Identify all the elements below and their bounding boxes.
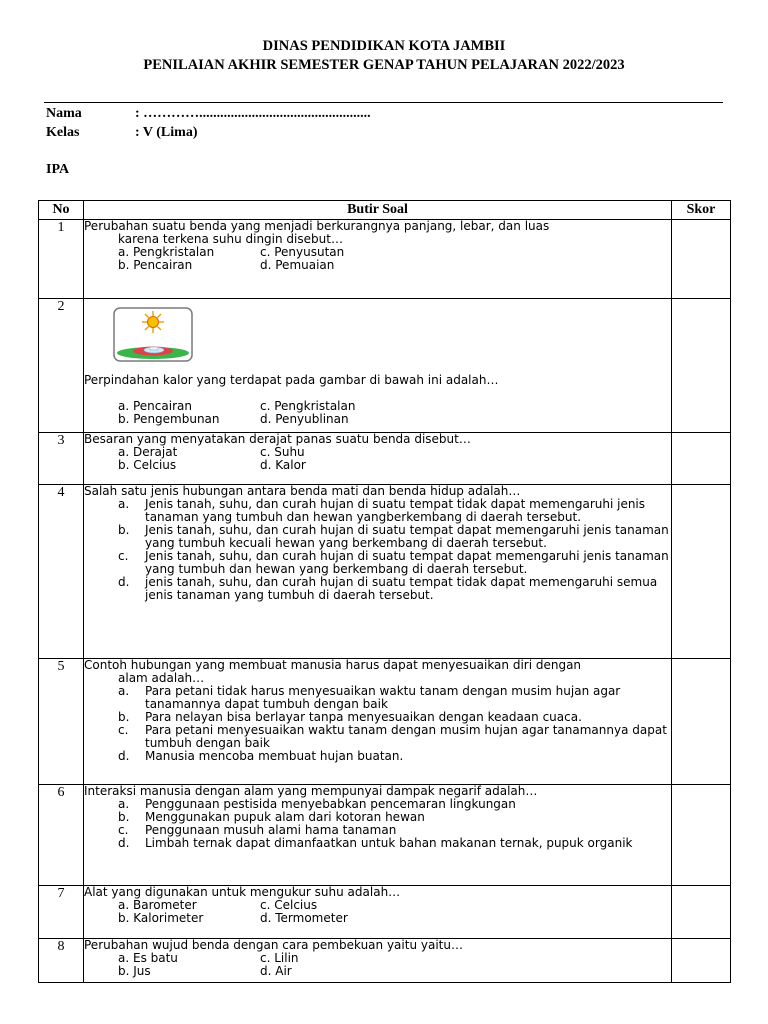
option-a[interactable]: a. Derajat [118,445,178,459]
table-row [39,485,731,659]
table-row [39,433,731,485]
option-letter: d. [118,749,130,763]
kelas-row [46,125,197,141]
list-item[interactable] [118,750,671,763]
list-item[interactable] [118,576,671,602]
list-item[interactable] [118,837,671,850]
option-text: Para petani menyesuaikan waktu tanam dengan musim hujan agar tanamannya dapat tumbuh dengan baik [145,723,667,750]
question-stem: Salah satu jenis hubungan antara benda mati dan benda hidup adalah… [84,484,521,498]
score-cell[interactable] [672,485,731,659]
nama-label: Nama [46,106,82,121]
question-stem: Interaksi manusia dengan alam yang mempunyai dampak negarif adalah… [84,784,538,798]
nama-field[interactable]: : …………................................................. [135,106,371,121]
question-number: 2 [39,299,84,433]
question-number: 3 [39,433,84,485]
option-b[interactable]: b. Celcius [118,458,177,472]
option-a[interactable]: a. Barometer [118,898,197,912]
score-cell[interactable] [672,433,731,485]
question-body [84,785,672,886]
question-number: 8 [39,939,84,983]
score-cell[interactable] [672,939,731,983]
option-letter: d. [118,575,130,589]
list-item[interactable] [118,685,671,711]
question-body [84,939,672,983]
question-stem: Perubahan suatu benda yang menjadi berkurangnya panjang, lebar, dan luas [84,219,550,233]
list-item[interactable] [118,724,671,750]
list-item[interactable] [118,524,671,550]
option-a[interactable]: a. Es batu [118,951,178,965]
question-number: 1 [39,220,84,299]
option-a[interactable]: a. Pencairan [118,399,192,413]
question-stem-cont: karena terkena suhu dingin disebut… [118,232,343,246]
option-text: Manusia mencoba membuat hujan buatan. [145,749,404,763]
question-stem: Perpindahan kalor yang terdapat pada gambar di bawah ini adalah… [84,373,499,387]
option-b[interactable]: b. Pengembunan [118,412,220,426]
option-text: Jenis tanah, suhu, dan curah hujan di suatu tempat dapat memengaruhi jenis tanaman yang tumbuh kecuali hewan yang berkembang di daerah tersebut. [145,523,669,550]
table-row [39,886,731,939]
question-body [84,433,672,485]
option-letter: b. [118,710,130,724]
option-text: Jenis tanah, suhu, dan curah hujan di suatu tempat tidak dapat memengaruhi jenis tanaman yang tumbuh dan hewan yangberkembang di daerah tersebut. [145,497,646,524]
question-number: 4 [39,485,84,659]
heat-transfer-illustration [113,307,193,362]
option-b[interactable]: b. Jus [118,964,151,978]
table-header-row [39,201,731,220]
question-number: 6 [39,785,84,886]
question-body [84,299,672,433]
subject-title: IPA [46,162,70,177]
option-d[interactable]: d. Penyublinan [260,412,349,426]
table-row [39,785,731,886]
question-body [84,485,672,659]
nama-row [46,106,371,122]
option-text: Menggunakan pupuk alam dari kotoran hewan [145,810,425,824]
question-number: 5 [39,659,84,785]
question-body [84,220,672,299]
option-d[interactable]: d. Termometer [260,911,348,925]
question-stem: Perubahan wujud benda dengan cara pembekuan yaitu yaitu… [84,938,463,952]
option-text: Limbah ternak dapat dimanfaatkan untuk bahan makanan ternak, pupuk organik [145,836,633,850]
option-b[interactable]: b. Pencairan [118,258,193,272]
option-text: Jenis tanah, suhu, dan curah hujan di suatu tempat dapat memengaruhi jenis tanaman yang tumbuh dan hewan yang berkembang di daerah tersebut. [145,549,669,576]
option-d[interactable]: d. Air [260,964,292,978]
score-cell[interactable] [672,220,731,299]
option-text: Para petani tidak harus menyesuaikan waktu tanam dengan musim hujan agar tanamannya dapat tumbuh dengan baik [145,684,621,711]
score-cell[interactable] [672,785,731,886]
option-letter: b. [118,810,130,824]
list-item[interactable] [118,550,671,576]
option-letter: a. [118,797,130,811]
table-row [39,299,731,433]
option-letter: d. [118,836,130,850]
option-text: Penggunaan pestisida menyebabkan pencemaran lingkungan [145,797,516,811]
option-d[interactable]: d. Pemuaian [260,258,335,272]
table-row [39,220,731,299]
option-letter: a. [118,497,130,511]
option-text: Penggunaan musuh alami hama tanaman [145,823,397,837]
score-cell[interactable] [672,886,731,939]
option-a[interactable]: a. Pengkristalan [118,245,215,259]
score-cell[interactable] [672,659,731,785]
question-body [84,659,672,785]
option-b[interactable]: b. Kalorimeter [118,911,204,925]
option-letter: c. [118,823,129,837]
option-text: Para nelayan bisa berlayar tanpa menyesuaikan dengan keadaan cuaca. [145,710,582,724]
question-stem-cont: alam adalah… [118,671,205,685]
option-d[interactable]: d. Kalor [260,458,306,472]
option-letter: c. [118,549,129,563]
option-text: jenis tanah, suhu, dan curah hujan di suatu tempat tidak dapat memengaruhi semua jenis tanaman yang tumbuh di daerah tersebut. [145,575,658,602]
list-item[interactable] [118,498,671,524]
col-header-skor: Skor [672,201,731,220]
option-letter: c. [118,723,129,737]
question-stem: Contoh hubungan yang membuat manusia harus dapat menyesuaikan diri dengan [84,658,582,672]
question-stem: Alat yang digunakan untuk mengukur suhu adalah… [84,885,401,899]
header-title: DINAS PENDIDIKAN KOTA JAMBII [262,38,506,54]
option-c[interactable]: c. Lilin [260,951,299,965]
sun-icon [142,311,164,333]
option-letter: a. [118,684,130,698]
question-body [84,886,672,939]
kelas-label: Kelas [46,125,80,140]
option-letter: b. [118,523,130,537]
question-stem: Besaran yang menyatakan derajat panas suatu benda disebut… [84,432,471,446]
option-c[interactable]: c. Suhu [260,445,305,459]
table-row [39,659,731,785]
table-row [39,939,731,983]
kelas-value: : V (Lima) [135,125,198,140]
option-c[interactable]: c. Celcius [260,898,318,912]
header-subtitle: PENILAIAN AKHIR SEMESTER GENAP TAHUN PELAJARAN 2022/2023 [143,57,625,73]
header-divider [44,102,723,103]
question-table [38,200,731,983]
score-cell[interactable] [672,299,731,433]
col-header-soal: Butir Soal [84,201,672,220]
question-number: 7 [39,886,84,939]
option-c[interactable]: c. Penyusutan [260,245,345,259]
option-c[interactable]: c. Pengkristalan [260,399,356,413]
col-header-no: No [39,201,84,220]
